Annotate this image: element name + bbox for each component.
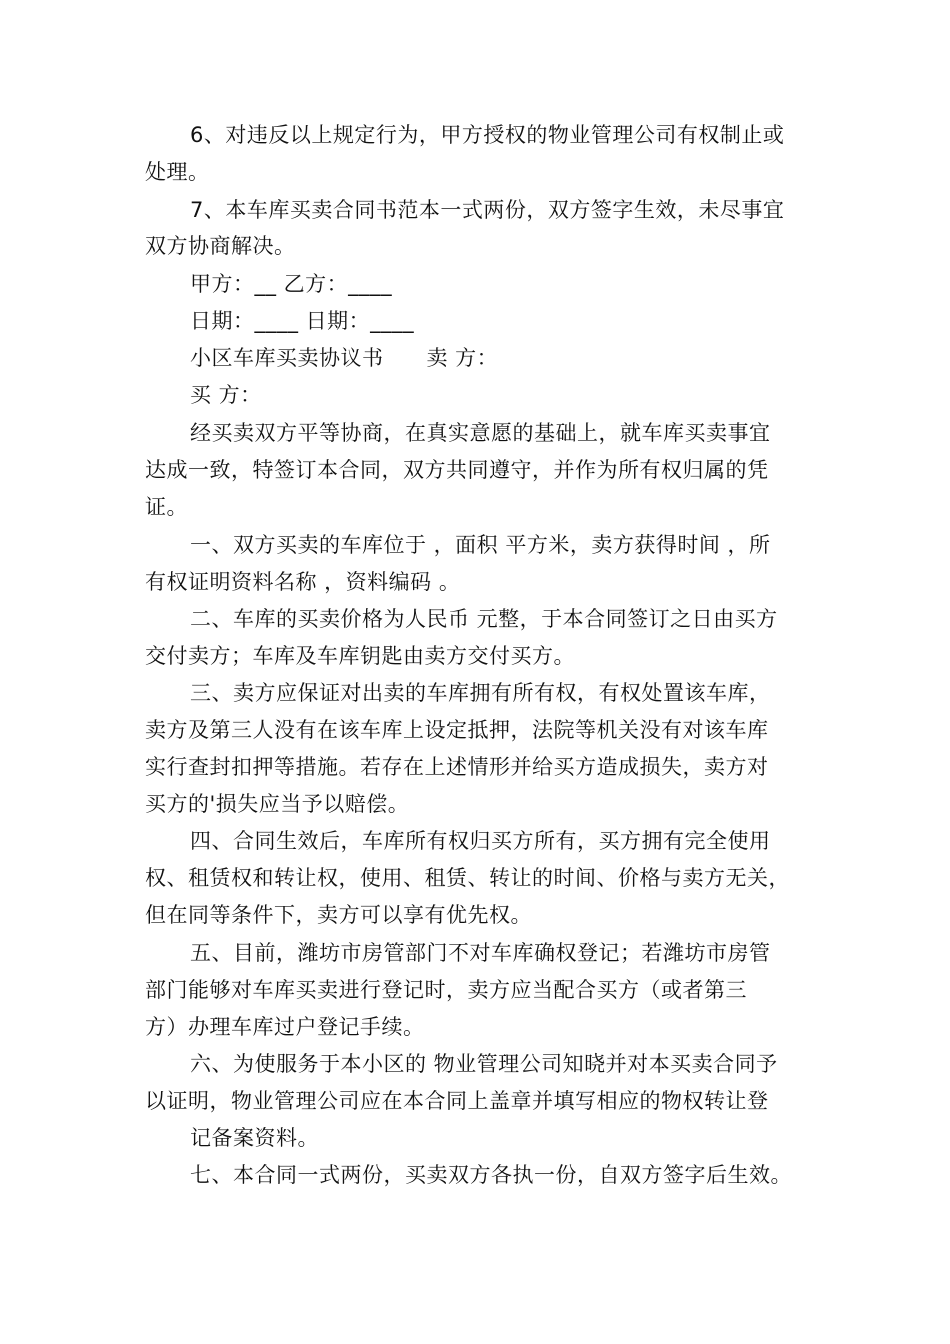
paragraph-line: 证。 [145,495,188,519]
clause-4-line: 四、合同生效后，车库所有权归买方所有，买方拥有完全使用 [190,829,771,853]
clause-3-line: 三、卖方应保证对出卖的车库拥有所有权，有权处置该车库， [190,681,771,705]
paragraph-line: 6、对违反以上规定行为，甲方授权的物业管理公司有权制止或 [190,123,785,147]
signature-parties-line: 甲方：__ 乙方：____ [190,272,393,296]
clause-2-line: 二、车库的买卖价格为人民币 元整，于本合同签订之日由买方 [190,607,778,631]
buyer-line: 买 方： [190,383,262,407]
clause-1-line: 有权证明资料名称 ，资料编码 。 [145,570,461,594]
clause-1-line: 一、双方买卖的车库位于 ，面积 平方米，卖方获得时间 ，所 [190,533,771,557]
paragraph-line: 达成一致，特签订本合同，双方共同遵守，并作为所有权归属的凭 [145,458,769,482]
clause-4-line: 权、租赁权和转让权，使用、租赁、转让的时间、价格与卖方无关， [145,866,790,890]
clause-3-line: 实行查封扣押等措施。若存在上述情形并给买方造成损失，卖方对 [145,755,769,779]
paragraph-line: 经买卖双方平等协商，在真实意愿的基础上，就车库买卖事宜 [190,421,771,445]
clause-3-line: 卖方及第三人没有在该车库上设定抵押，法院等机关没有对该车库 [145,718,769,742]
paragraph-line: 处理。 [145,160,210,184]
clause-3-line: 买方的'损失应当予以赔偿。 [145,792,410,816]
paragraph-line: 7、本车库买卖合同书范本一式两份，双方签字生效，未尽事宜 [190,198,785,222]
clause-4-line: 但在同等条件下，卖方可以享有优先权。 [145,903,532,927]
clause-5-line: 部门能够对车库买卖进行登记时，卖方应当配合买方（或者第三 [145,978,747,1002]
signature-dates-line: 日期：____ 日期：____ [190,309,415,333]
clause-6-line: 六、为使服务于本小区的 物业管理公司知晓并对本买卖合同予 [190,1052,778,1076]
clause-2-line: 交付卖方；车库及车库钥匙由卖方交付买方。 [145,644,575,668]
agreement-title-line: 小区车库买卖协议书 卖 方： [190,346,499,370]
clause-5-line: 五、目前，潍坊市房管部门不对车库确权登记；若潍坊市房管 [190,941,771,965]
clause-7-line: 七、本合同一式两份，买卖双方各执一份，自双方签字后生效。 [190,1163,792,1187]
clause-5-line: 方）办理车库过户登记手续。 [145,1015,425,1039]
clause-6-line: 以证明，物业管理公司应在本合同上盖章并填写相应的物权转让登 [145,1089,769,1113]
paragraph-line: 双方协商解决。 [145,234,296,258]
clause-6-line: 记备案资料。 [190,1126,319,1150]
